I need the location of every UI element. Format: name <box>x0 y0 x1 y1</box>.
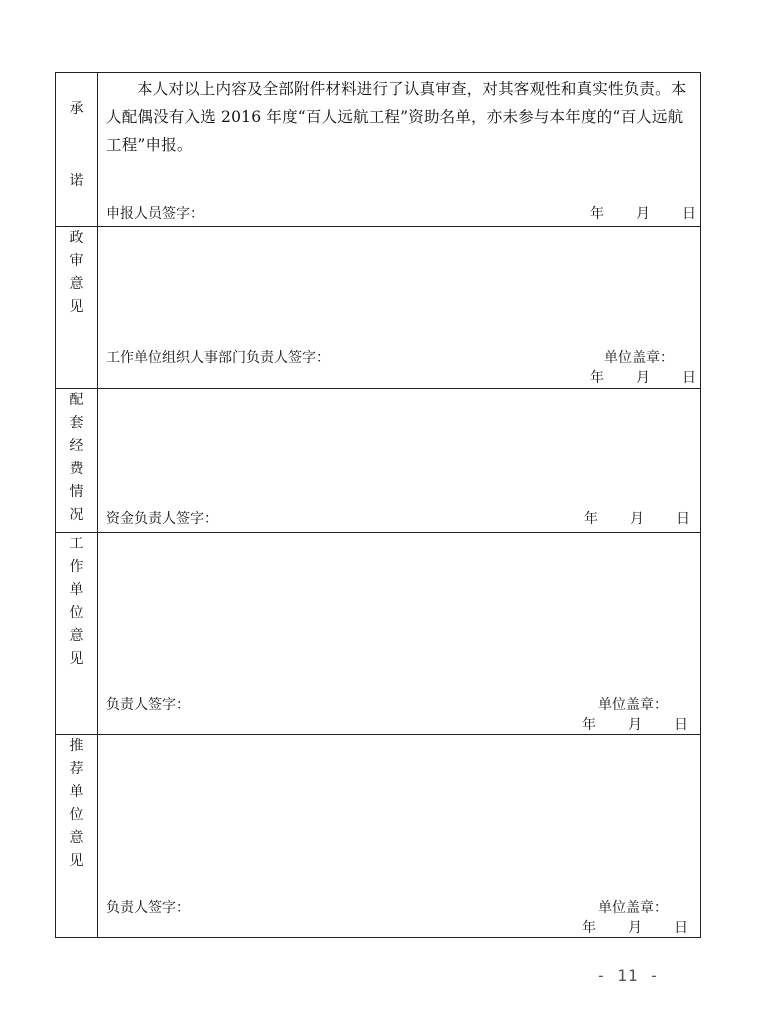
label-char: 费 <box>69 461 84 477</box>
date-year: 年 <box>582 717 596 733</box>
date-line <box>582 714 688 734</box>
commitment-content[interactable] <box>98 73 701 227</box>
label-char: 工 <box>69 536 84 552</box>
work-unit-opinion-content[interactable] <box>98 533 701 735</box>
date-year: 年 <box>584 511 598 527</box>
label-char: 意 <box>69 628 84 644</box>
date-day: 日 <box>674 717 688 733</box>
commitment-row <box>56 73 701 227</box>
unit-head-signature-label: 负责人签字： <box>106 697 190 713</box>
unit-seal-label: 单位盖章： <box>604 350 674 366</box>
political-review-label <box>56 227 98 389</box>
work-unit-opinion-label <box>56 533 98 735</box>
label-char: 况 <box>69 507 84 523</box>
date-line <box>582 917 688 937</box>
label-char: 单 <box>69 784 84 800</box>
hr-head-signature-label: 工作单位组织人事部门负责人签字： <box>106 350 330 366</box>
label-char: 单 <box>69 582 84 598</box>
date-month: 月 <box>636 206 650 222</box>
review-form-table <box>55 72 701 938</box>
political-review-row <box>56 227 701 389</box>
label-char: 位 <box>69 605 84 621</box>
recommending-unit-opinion-label <box>56 735 98 938</box>
recommender-head-signature-label: 负责人签字： <box>106 900 190 916</box>
label-char: 情 <box>69 484 84 500</box>
unit-seal-label: 单位盖章： <box>598 697 668 713</box>
funding-content[interactable] <box>98 389 701 533</box>
recommending-unit-opinion-row <box>56 735 701 938</box>
label-char: 经 <box>69 438 84 454</box>
date-year: 年 <box>590 206 604 222</box>
label-char: 意 <box>69 830 84 846</box>
label-char: 荐 <box>69 761 84 777</box>
label-char: 审 <box>69 253 84 269</box>
label-char: 作 <box>69 559 84 575</box>
date-line <box>590 367 696 387</box>
date-year: 年 <box>590 370 604 386</box>
fund-head-signature-label: 资金负责人签字： <box>106 511 218 527</box>
label-char: 意 <box>69 276 84 292</box>
date-month: 月 <box>630 511 644 527</box>
date-day: 日 <box>682 370 696 386</box>
label-char: 政 <box>69 230 84 246</box>
date-day: 日 <box>676 511 690 527</box>
recommending-unit-opinion-content[interactable] <box>98 735 701 938</box>
unit-seal-label: 单位盖章： <box>598 900 668 916</box>
date-line <box>584 508 690 528</box>
label-char: 见 <box>69 853 84 869</box>
label-char: 套 <box>69 415 84 431</box>
political-review-content[interactable] <box>98 227 701 389</box>
date-day: 日 <box>682 206 696 222</box>
label-char: 见 <box>69 299 84 315</box>
label-char: 位 <box>69 807 84 823</box>
date-month: 月 <box>636 370 650 386</box>
work-unit-opinion-row <box>56 533 701 735</box>
applicant-signature-label: 申报人员签字： <box>106 206 204 222</box>
label-char: 见 <box>69 651 84 667</box>
label-char: 配 <box>69 392 84 408</box>
date-line <box>590 203 696 223</box>
date-month: 月 <box>628 717 642 733</box>
label-char: 承 <box>69 101 84 117</box>
label-char: 推 <box>69 738 84 754</box>
funding-row <box>56 389 701 533</box>
funding-label <box>56 389 98 533</box>
date-day: 日 <box>674 920 688 936</box>
page-number: - 11 - <box>596 966 660 985</box>
date-year: 年 <box>582 920 596 936</box>
commitment-statement: 本人对以上内容及全部附件材料进行了认真审查，对其客观性和真实性负责。本人配偶没有入选 2016 年度“百人远航工程”资助名单，亦未参与本年度的“百人远航工程”申报。 <box>106 80 687 154</box>
commitment-label <box>56 73 98 227</box>
date-month: 月 <box>628 920 642 936</box>
label-char: 诺 <box>69 173 84 189</box>
